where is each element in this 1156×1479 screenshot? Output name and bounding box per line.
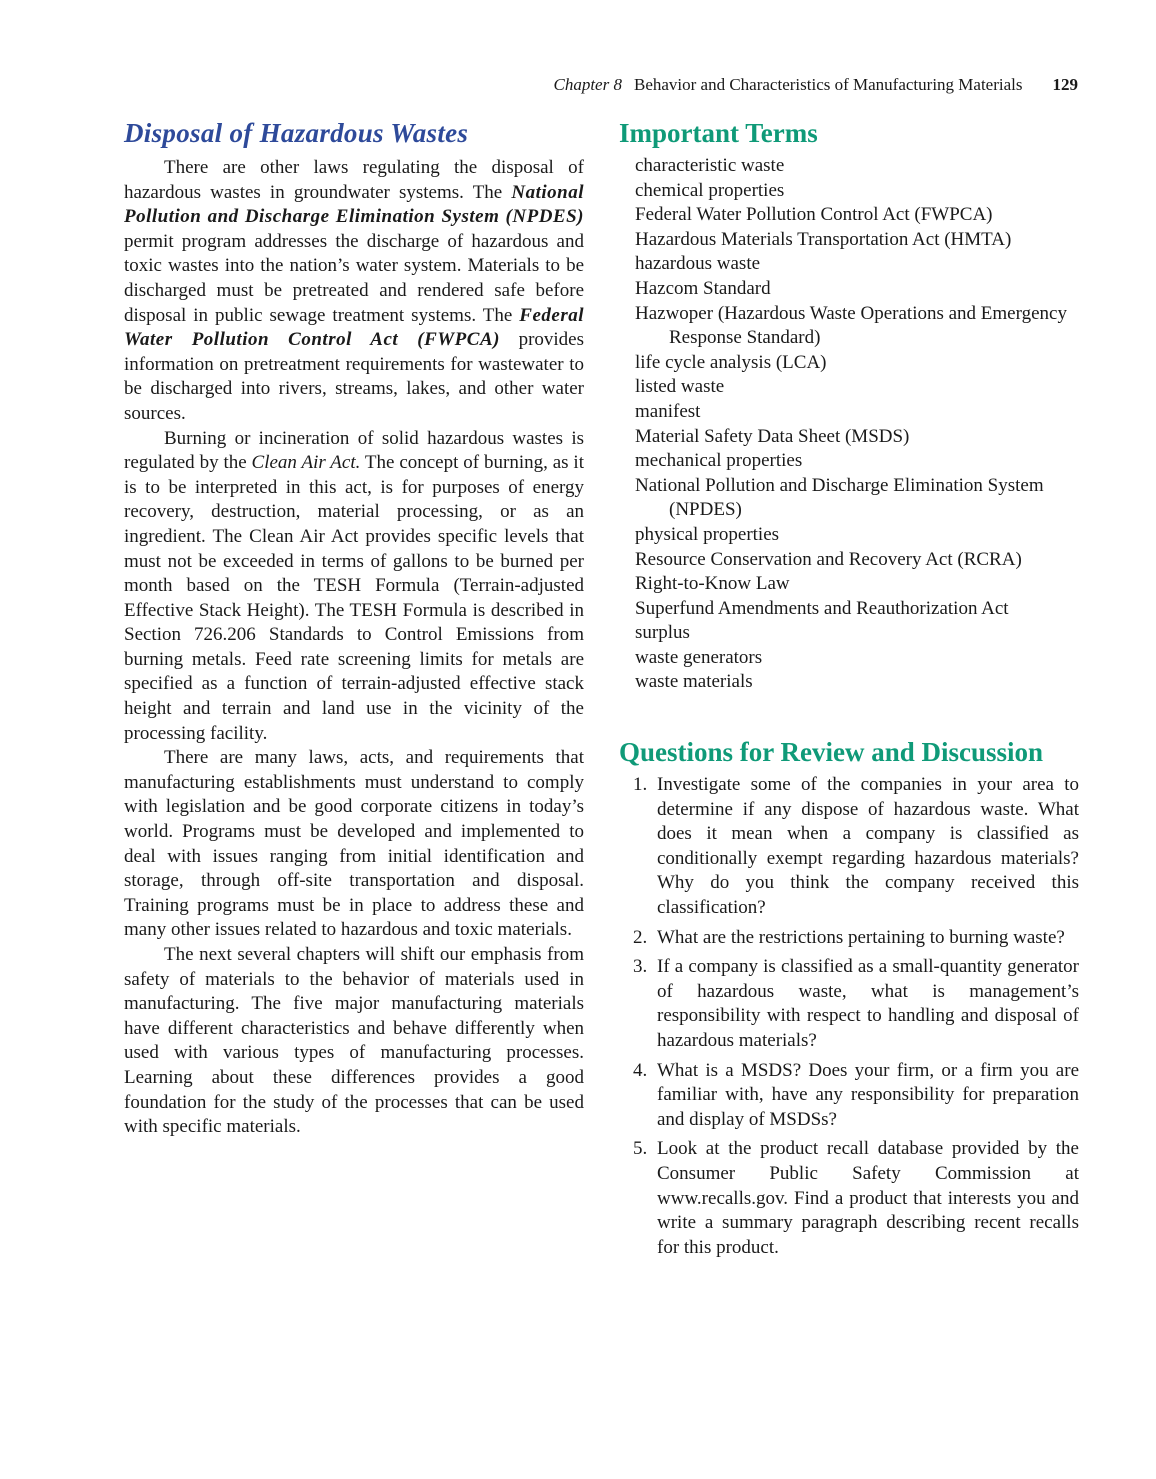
question-text: What are the restrictions pertaining to burning waste? <box>657 926 1065 948</box>
term-item: characteristic waste <box>635 155 785 176</box>
question-item <box>619 773 1079 921</box>
question-item <box>619 1137 1079 1260</box>
paragraph-4: The next several chapters will shift our emphasis from safety of materials to the behavior of materials used in manufacturing. The five major manufacturing materials have different characteristics and behave differently when used with various types of manufacturing processes. Learning about these differences provides a good foundation for the study of the processes that can be used with specific materials. <box>124 944 584 1138</box>
paragraph-1 <box>124 156 584 427</box>
term-item: mechanical properties <box>635 450 803 472</box>
question-item <box>619 926 1079 951</box>
term-item: listed waste <box>635 376 725 398</box>
text-run: provides information on pretreatment requirements for wastewater to be discharged into rivers, streams, lakes, and other water sources. <box>124 329 584 424</box>
term-item: Right-to-Know Law <box>635 573 790 595</box>
text-run: There are other laws regulating the disposal of hazardous wastes in groundwater systems. The <box>124 157 584 203</box>
question-text: What is a MSDS? Does your firm, or a firm you are familiar with, have any responsibility for preparation and display of MSDSs? <box>657 1059 1079 1130</box>
term-fwpca: Federal Water Pollution Control Act (FWPCA) <box>124 304 584 351</box>
question-number: 3. <box>633 956 648 978</box>
term-item: Superfund Amendments and Reauthorization Act <box>635 597 1009 619</box>
chapter-label: Chapter 8 <box>553 75 622 94</box>
question-number: 1. <box>633 774 648 796</box>
paragraph-2 <box>124 427 584 747</box>
left-column <box>124 116 584 1140</box>
question-number: 5. <box>633 1138 648 1160</box>
right-column <box>619 116 1079 1265</box>
term-item: Hazcom Standard <box>635 277 771 299</box>
questions-heading: Questions for Review and Discussion <box>619 737 1044 768</box>
term-item: physical properties <box>635 523 780 545</box>
term-clean-air-act: Clean Air Act. <box>251 452 361 474</box>
term-item: surplus <box>635 622 690 644</box>
term-item: Resource Conservation and Recovery Act (RCRA) <box>635 548 1022 570</box>
term-item: life cycle analysis (LCA) <box>635 351 827 373</box>
questions-list <box>619 773 1079 1260</box>
text-run: permit program addresses the discharge of hazardous and toxic wastes into the nation’s water system. Materials to be discharged must be pretreated and rendered safe before disposal in public sewage treatment systems. The <box>124 230 584 326</box>
term-item: Hazwoper (Hazardous Waste Operations and Emergency Response Standard) <box>635 302 1067 349</box>
chapter-title: Behavior and Characteristics of Manufacturing Materials <box>633 75 1023 94</box>
term-item: manifest <box>635 400 701 422</box>
page-number: 129 <box>1052 75 1078 94</box>
term-item: Material Safety Data Sheet (MSDS) <box>635 425 910 447</box>
question-item <box>619 955 1079 1053</box>
text-run: The concept of burning, as it is to be interpreted in this act, is for purposes of energy recovery, destruction, material processing, or as an ingredient. The Clean Air Act provides specific levels that must not be exceeded in terms of gallons to be burned per month based on the TESH Formula (Terrain-adjusted Effective Stack Height). The TESH Formula is described in Section 726.206 Standards to Control Emissions from burning metals. Feed rate screening limits for metals are specified as a function of terrain-adjusted effective stack height and terrain and land use in the vicinity of the processing facility. <box>124 452 584 744</box>
term-item: chemical properties <box>635 179 785 201</box>
question-number: 2. <box>633 926 648 948</box>
term-item: Federal Water Pollution Control Act (FWPCA) <box>635 204 993 226</box>
term-item: hazardous waste <box>635 253 761 275</box>
term-item: waste generators <box>635 646 763 668</box>
term-npdes: National Pollution and Discharge Elimination System (NPDES) <box>124 181 584 228</box>
term-item: Hazardous Materials Transportation Act (HMTA) <box>635 228 1012 250</box>
text-run: Burning or incineration of solid hazardous wastes is regulated by the <box>124 427 584 474</box>
important-terms-list <box>635 154 1079 695</box>
question-number: 4. <box>633 1059 648 1081</box>
question-text: If a company is classified as a small-quantity generator of hazardous waste, what is management’s responsibility with respect to handling and disposal of hazardous materials? <box>657 956 1079 1051</box>
question-text: Look at the product recall database provided by the Consumer Public Safety Commission at www.recalls.gov. Find a product that interests you and write a summary paragraph describing recent recalls for this product. <box>657 1138 1079 1258</box>
term-item: National Pollution and Discharge Elimination System (NPDES) <box>635 474 1044 521</box>
question-text: Investigate some of the companies in your area to determine if any dispose of hazardous waste. What does it mean when a company is classified as conditionally exempt regarding hazardous materials? Why do you think the company received this classification? <box>657 774 1079 919</box>
important-terms-heading: Important Terms <box>619 118 818 148</box>
section-heading-disposal: Disposal of Hazardous Wastes <box>124 118 469 148</box>
paragraph-3: There are many laws, acts, and requirements that manufacturing establishments must understand to comply with legislation and be good corporate citizens in today’s world. Programs must be developed and implemented to deal with issues ranging from initial identification and storage, through off-site transportation and disposal. Training programs must be in place to address these and many other issues related to hazardous and toxic materials. <box>124 747 584 941</box>
question-item <box>619 1059 1079 1133</box>
running-header <box>480 74 1078 96</box>
term-item: waste materials <box>635 671 753 693</box>
